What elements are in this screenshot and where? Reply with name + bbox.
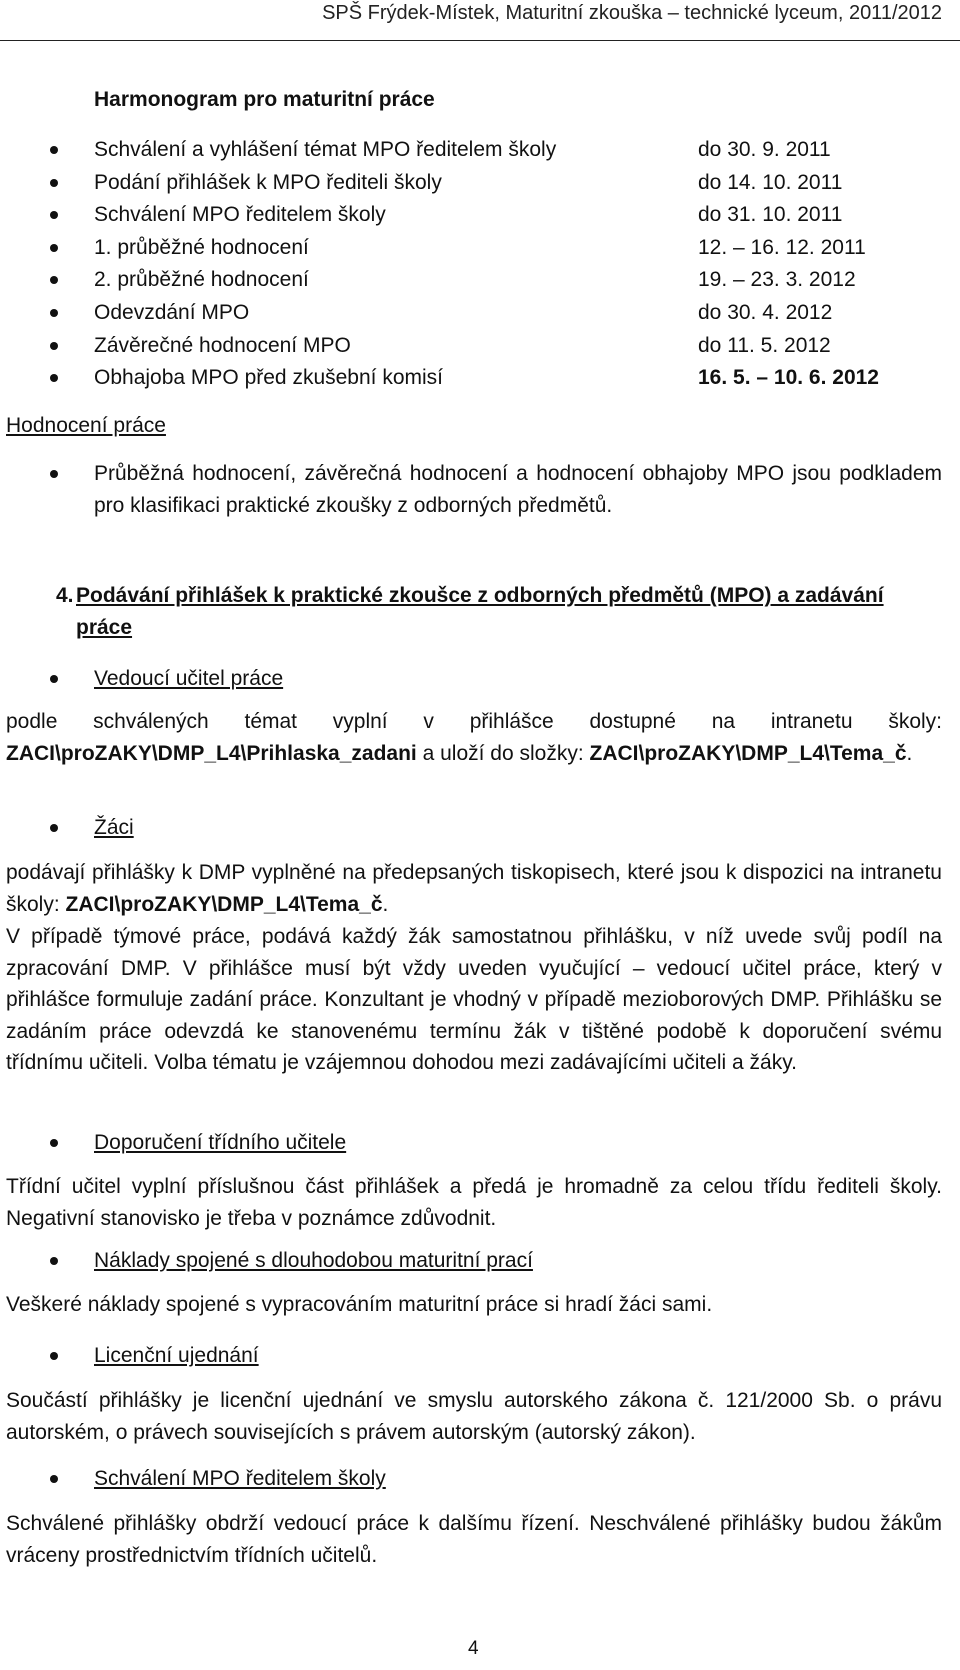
page-header: SPŠ Frýdek-Místek, Maturitní zkouška – technické lyceum, 2011/2012 — [322, 2, 942, 24]
harmonogram-item — [94, 297, 934, 330]
vedouci-text1: podle schválených témat vyplní v přihlášce dostupné na intranetu školy: — [6, 710, 942, 733]
harmonogram-label: Závěrečné hodnocení MPO — [94, 333, 351, 357]
licence-paragraph: Součástí přihlášky je licenční ujednání ve smyslu autorského zákona č. 121/2000 Sb. o právu autorském, o právech souvisejících s právem autorským (autorský zákon). — [6, 1389, 942, 1444]
hodnoceni-heading: Hodnocení práce — [6, 414, 166, 437]
naklady-heading: Náklady spojené s dlouhodobou maturitní prací — [94, 1249, 533, 1272]
doporuceni-paragraph: Třídní učitel vyplní příslušnou část přihlášek a předá je hromadně za celou třídu řediteli školy. Negativní stanovisko je třeba v poznámce zdůvodnit. — [6, 1175, 942, 1230]
harmonogram-item — [94, 167, 934, 200]
zaci-text2: . — [382, 892, 389, 916]
licence-heading: Licenční ujednání — [94, 1344, 259, 1367]
doporuceni-heading: Doporučení třídního učitele — [94, 1131, 347, 1154]
harmonogram-item — [94, 264, 934, 297]
harmonogram-label: 2. průběžné hodnocení — [94, 268, 309, 292]
page-number: 4 — [468, 1638, 479, 1659]
section-number: 4. — [56, 584, 74, 607]
harmonogram-date: do 30. 4. 2012 — [698, 300, 833, 324]
vedouci-heading: Vedoucí učitel práce — [94, 667, 284, 690]
harmonogram-date: do 31. 10. 2011 — [698, 203, 843, 227]
section-4-heading — [56, 580, 942, 643]
header-rule — [0, 40, 960, 41]
harmonogram-date: do 11. 5. 2012 — [698, 333, 831, 357]
vedouci-paragraph — [6, 706, 942, 769]
vedouci-path2: ZACI\proZAKY\DMP_L4\Tema_č — [589, 741, 907, 765]
hodnoceni-text: Průběžná hodnocení, závěrečná hodnocení a hodnocení obhajoby MPO jsou podkladem pro klasifikaci praktické zkoušky z odborných předmětů. — [94, 462, 942, 517]
naklady-paragraph: Veškeré náklady spojené s vypracováním maturitní práce si hradí žáci sami. — [6, 1293, 713, 1316]
schvaleni-heading-item — [94, 1463, 386, 1495]
bullet-icon — [50, 470, 58, 478]
naklady-heading-item — [94, 1245, 533, 1277]
harmonogram-item — [94, 134, 934, 167]
zaci-path: ZACI\proZAKY\DMP_L4\Tema_č — [65, 892, 383, 916]
harmonogram-date: 19. – 23. 3. 2012 — [698, 268, 856, 292]
zaci-paragraph-1 — [6, 857, 942, 920]
bullet-icon — [50, 675, 58, 683]
bullet-icon — [50, 342, 58, 350]
bullet-icon — [50, 1352, 58, 1360]
bullet-icon — [50, 146, 58, 154]
schvaleni-paragraph: Schválené přihlášky obdrží vedoucí práce k dalšímu řízení. Neschválené přihlášky budou žákům vráceny prostřednictvím třídních učitelů. — [6, 1512, 942, 1567]
doporuceni-heading-item — [94, 1127, 346, 1159]
vedouci-text3: . — [906, 741, 913, 765]
harmonogram-label: Odevzdání MPO — [94, 300, 250, 324]
harmonogram-date: do 30. 9. 2011 — [698, 138, 831, 161]
hodnoceni-item — [94, 458, 942, 521]
harmonogram-item — [94, 232, 934, 265]
harmonogram-label: 1. průběžné hodnocení — [94, 235, 309, 259]
bullet-icon — [50, 276, 58, 284]
zaci-heading-item — [94, 812, 134, 844]
vedouci-path1: ZACI\proZAKY\DMP_L4\Prihlaska_zadani — [6, 741, 417, 765]
zaci-heading: Žáci — [94, 816, 134, 839]
bullet-icon — [50, 211, 58, 219]
harmonogram-date: do 14. 10. 2011 — [698, 170, 843, 194]
bullet-icon — [50, 374, 58, 382]
harmonogram-item — [94, 199, 934, 232]
vedouci-heading-item — [94, 663, 283, 695]
zaci-paragraph-2: V případě týmové práce, podává každý žák samostatnou přihlášku, v níž uvede svůj podíl na zpracování DMP. V přihlášce musí být vždy uveden vyučující – vedoucí učitel práce, který v přihlášce formuluje zadání práce. Konzultant je vhodný v případě mezioborových DMP. Přihlášku se zadáním práce odevzdá ke stanovenému termínu žák v tištěné podobě k doporučení svému třídnímu učiteli. Volba tématu je vzájemnou dohodou mezi zadávajícími učiteli a žáky. — [6, 925, 942, 1074]
harmonogram-label: Schválení MPO ředitelem školy — [94, 203, 386, 227]
bullet-icon — [50, 1139, 58, 1147]
harmonogram-label: Schválení a vyhlášení témat MPO ředitelem školy — [94, 138, 557, 161]
harmonogram-item — [94, 330, 934, 363]
section-title: Podávání přihlášek k praktické zkoušce z odborných předmětů (MPO) a zadávání práce — [76, 584, 884, 639]
zaci-text1: podávají přihlášky k DMP vyplněné na předepsaných tiskopisech, které jsou k dispozici na intranetu školy: — [6, 861, 942, 916]
harmonogram-list — [94, 134, 934, 395]
bullet-icon — [50, 824, 58, 832]
licence-heading-item — [94, 1340, 259, 1372]
harmonogram-item — [94, 362, 934, 395]
harmonogram-date: 12. – 16. 12. 2011 — [698, 235, 866, 259]
schvaleni-heading: Schválení MPO ředitelem školy — [94, 1467, 386, 1490]
vedouci-text2: a uloží do složky: — [416, 741, 590, 765]
bullet-icon — [50, 244, 58, 252]
harmonogram-date: 16. 5. – 10. 6. 2012 — [698, 366, 879, 390]
bullet-icon — [50, 1257, 58, 1265]
bullet-icon — [50, 309, 58, 317]
bullet-icon — [50, 1475, 58, 1483]
harmonogram-label: Podání přihlášek k MPO řediteli školy — [94, 170, 442, 194]
harmonogram-label: Obhajoba MPO před zkušební komisí — [94, 366, 444, 390]
harmonogram-title: Harmonogram pro maturitní práce — [94, 88, 435, 111]
bullet-icon — [50, 179, 58, 187]
